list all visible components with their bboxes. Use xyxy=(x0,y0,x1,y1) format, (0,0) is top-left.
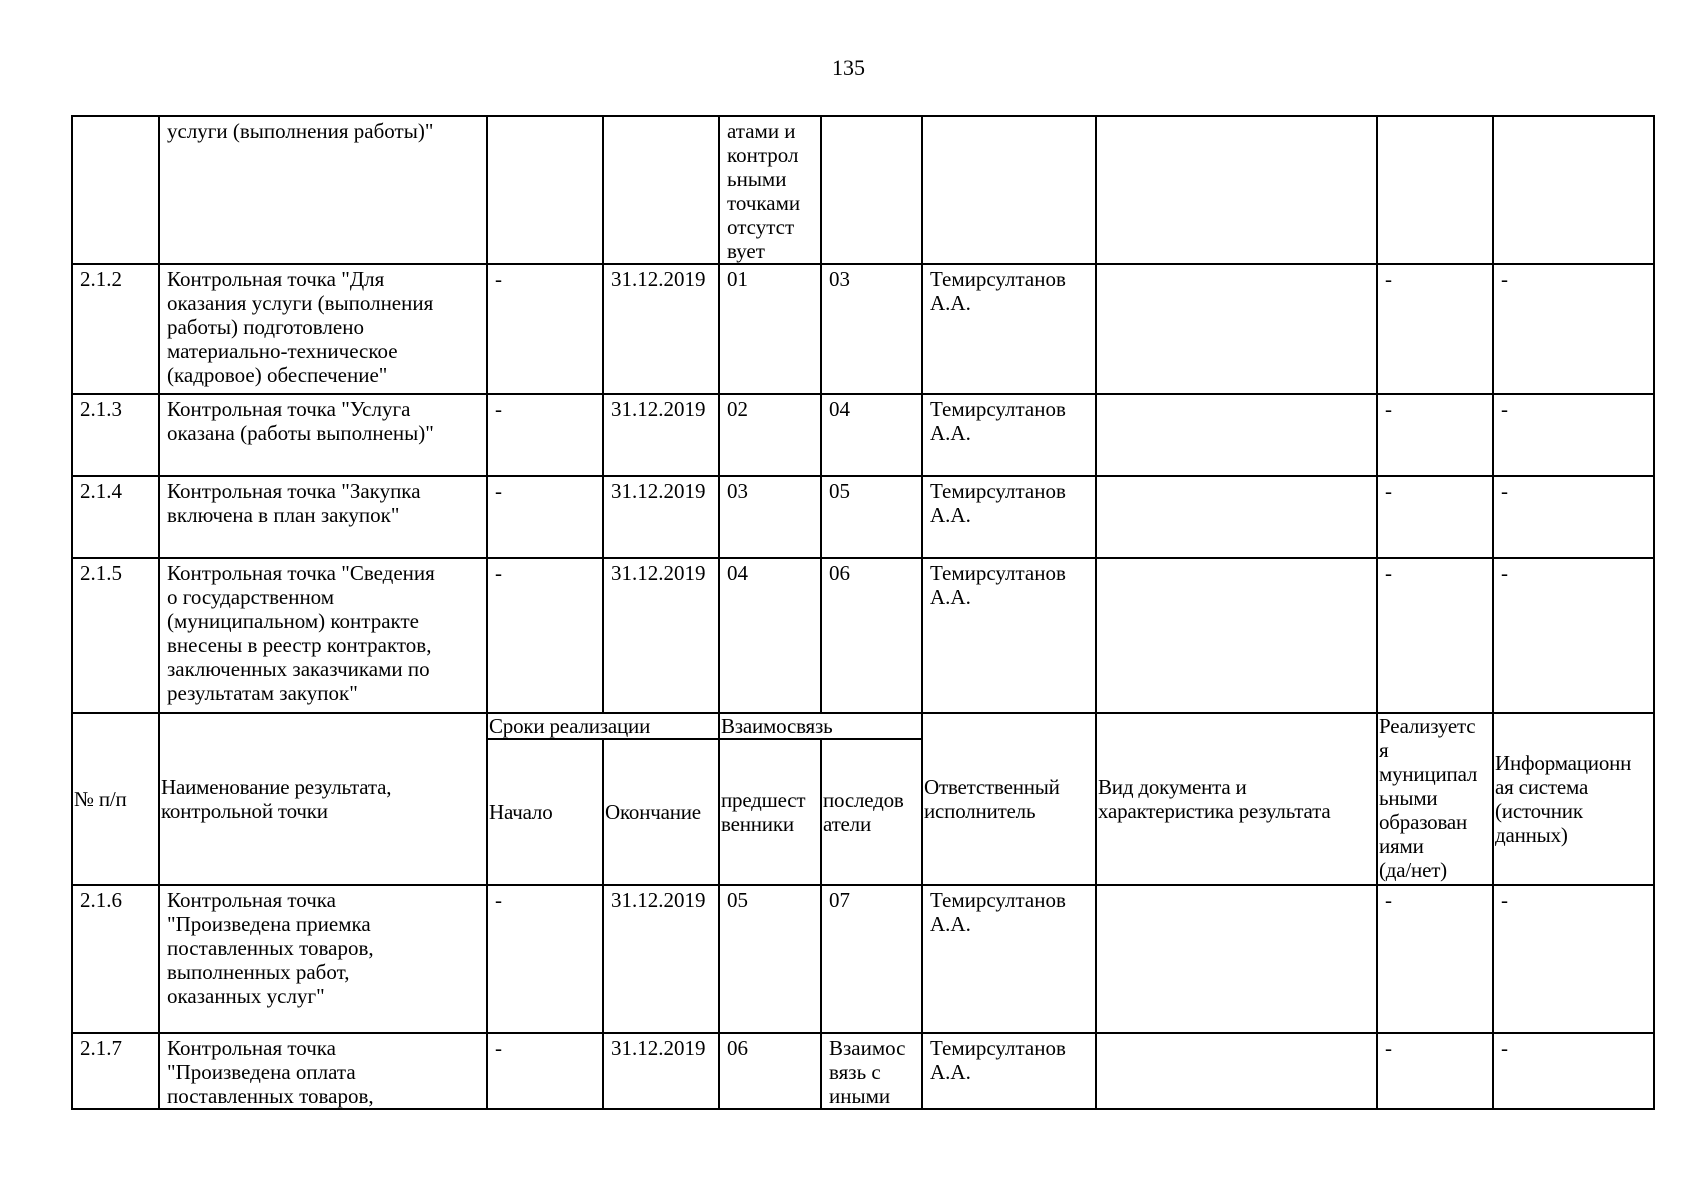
cell-successors: 06 xyxy=(821,558,922,713)
cell-name: Контрольная точка "Для оказания услуги (выполнения работы) подготовлено материально-техническое (кадровое) обеспечение" xyxy=(159,264,487,394)
cell-document xyxy=(1096,116,1377,264)
cell-num: 2.1.3 xyxy=(72,394,159,476)
cell-successors: Взаимос вязь с иными xyxy=(821,1033,922,1109)
cell-num: 2.1.2 xyxy=(72,264,159,394)
cell-municipal: - xyxy=(1377,394,1493,476)
cell-predecessors: атами и контрол ьными точками отсутст вует xyxy=(719,116,821,264)
table-row xyxy=(72,1033,1654,1109)
cell-document xyxy=(1096,1033,1377,1109)
header-infosys: Информационн ая система (источник данных) xyxy=(1493,713,1654,885)
control-points-table xyxy=(71,115,1655,1110)
cell-start: - xyxy=(487,476,603,558)
cell-responsible: Темирсултанов А.А. xyxy=(922,558,1096,713)
cell-start: - xyxy=(487,264,603,394)
cell-municipal: - xyxy=(1377,264,1493,394)
cell-document xyxy=(1096,394,1377,476)
cell-successors xyxy=(821,116,922,264)
table-body-bottom xyxy=(72,885,1654,1109)
header-municipal: Реализуетс я муниципал ьными образован иями (да/нет) xyxy=(1377,713,1493,885)
cell-infosys: - xyxy=(1493,1033,1654,1109)
cell-num: 2.1.7 xyxy=(72,1033,159,1109)
table-body-top xyxy=(72,116,1654,713)
cell-end: 31.12.2019 xyxy=(603,394,719,476)
cell-name: Контрольная точка "Закупка включена в план закупок" xyxy=(159,476,487,558)
header-responsible: Ответственный исполнитель xyxy=(922,713,1096,885)
cell-infosys: - xyxy=(1493,558,1654,713)
cell-name: Контрольная точка "Произведена приемка поставленных товаров, выполненных работ, оказанных услуг" xyxy=(159,885,487,1033)
cell-infosys: - xyxy=(1493,394,1654,476)
cell-municipal xyxy=(1377,116,1493,264)
header-row-1 xyxy=(72,713,1654,739)
header-document: Вид документа и характеристика результата xyxy=(1096,713,1377,885)
cell-responsible: Темирсултанов А.А. xyxy=(922,264,1096,394)
cell-start xyxy=(487,116,603,264)
cell-successors: 03 xyxy=(821,264,922,394)
cell-successors: 04 xyxy=(821,394,922,476)
cell-municipal: - xyxy=(1377,1033,1493,1109)
table-row xyxy=(72,885,1654,1033)
header-end: Окончание xyxy=(603,739,719,885)
cell-name: Контрольная точка "Услуга оказана (работы выполнены)" xyxy=(159,394,487,476)
cell-name: услуги (выполнения работы)" xyxy=(159,116,487,264)
cell-predecessors: 04 xyxy=(719,558,821,713)
header-terms: Сроки реализации xyxy=(487,713,719,739)
cell-num: 2.1.6 xyxy=(72,885,159,1033)
cell-start: - xyxy=(487,394,603,476)
header-start: Начало xyxy=(487,739,603,885)
cell-responsible: Темирсултанов А.А. xyxy=(922,476,1096,558)
cell-end: 31.12.2019 xyxy=(603,264,719,394)
cell-predecessors: 05 xyxy=(719,885,821,1033)
cell-start: - xyxy=(487,1033,603,1109)
cell-municipal: - xyxy=(1377,476,1493,558)
table-row xyxy=(72,476,1654,558)
cell-end: 31.12.2019 xyxy=(603,558,719,713)
table-row xyxy=(72,558,1654,713)
cell-infosys xyxy=(1493,116,1654,264)
cell-document xyxy=(1096,558,1377,713)
table-row xyxy=(72,264,1654,394)
cell-predecessors: 06 xyxy=(719,1033,821,1109)
page-number: 135 xyxy=(832,55,865,80)
cell-name: Контрольная точка "Произведена оплата поставленных товаров, xyxy=(159,1033,487,1109)
header-successors: последов атели xyxy=(821,739,922,885)
cell-document xyxy=(1096,264,1377,394)
cell-end: 31.12.2019 xyxy=(603,1033,719,1109)
header-name: Наименование результата, контрольной точки xyxy=(159,713,487,885)
cell-successors: 07 xyxy=(821,885,922,1033)
cell-responsible: Темирсултанов А.А. xyxy=(922,1033,1096,1109)
cell-document xyxy=(1096,885,1377,1033)
cell-municipal: - xyxy=(1377,885,1493,1033)
table-row xyxy=(72,394,1654,476)
cell-predecessors: 02 xyxy=(719,394,821,476)
cell-infosys: - xyxy=(1493,885,1654,1033)
header-num: № п/п xyxy=(72,713,159,885)
cell-num: 2.1.4 xyxy=(72,476,159,558)
cell-infosys: - xyxy=(1493,476,1654,558)
cell-end xyxy=(603,116,719,264)
table-row-continuation xyxy=(72,116,1654,264)
cell-num xyxy=(72,116,159,264)
cell-predecessors: 01 xyxy=(719,264,821,394)
cell-infosys: - xyxy=(1493,264,1654,394)
cell-municipal: - xyxy=(1377,558,1493,713)
cell-start: - xyxy=(487,558,603,713)
header-predecessors: предшест венники xyxy=(719,739,821,885)
cell-num: 2.1.5 xyxy=(72,558,159,713)
cell-start: - xyxy=(487,885,603,1033)
header-relation: Взаимосвязь xyxy=(719,713,922,739)
cell-responsible xyxy=(922,116,1096,264)
cell-successors: 05 xyxy=(821,476,922,558)
cell-end: 31.12.2019 xyxy=(603,885,719,1033)
cell-responsible: Темирсултанов А.А. xyxy=(922,885,1096,1033)
cell-name: Контрольная точка "Сведения о государственном (муниципальном) контракте внесены в реестр контрактов, заключенных заказчиками по результатам закупок" xyxy=(159,558,487,713)
cell-document xyxy=(1096,476,1377,558)
cell-responsible: Темирсултанов А.А. xyxy=(922,394,1096,476)
cell-end: 31.12.2019 xyxy=(603,476,719,558)
table-header xyxy=(72,713,1654,885)
cell-predecessors: 03 xyxy=(719,476,821,558)
